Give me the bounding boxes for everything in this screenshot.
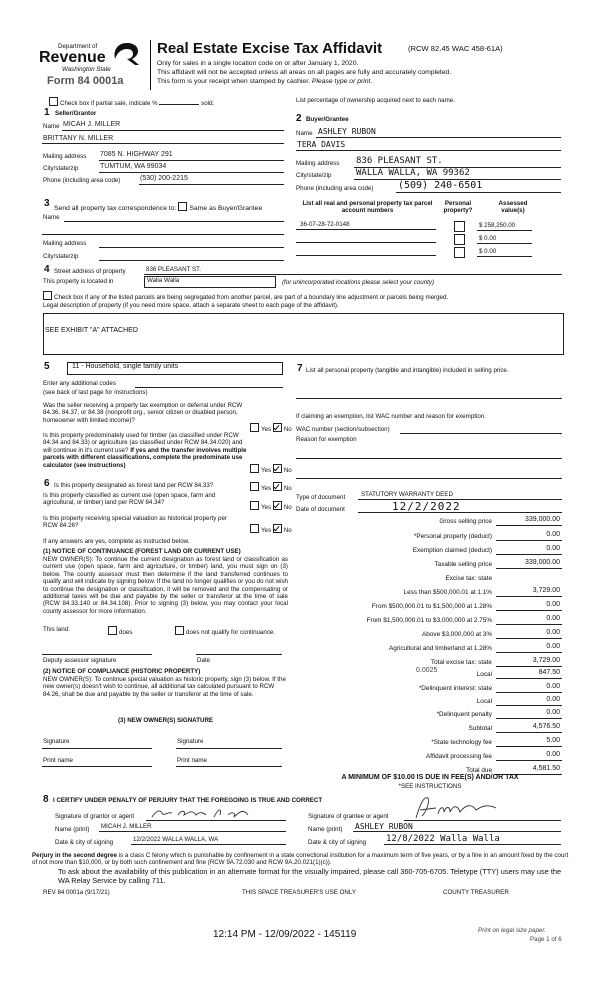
calc-label: Less than $500,000.01 at 1.1% bbox=[403, 589, 492, 596]
notice-2-text: NEW OWNER(S): To continue special valuation as historic property, sign (3) below. If the new owner(s) doesn't wish to continue, all additional tax calculated pursuant to RCW 84.26, shall be due and payable by the seller or transferor at the time of sale. bbox=[43, 676, 286, 698]
buyer-city[interactable]: WALLA WALLA, WA 99362 bbox=[356, 168, 470, 178]
header-line-1: Only for sales in a single location code on or after January 1, 2020. bbox=[157, 60, 359, 67]
section-3-number: 3 bbox=[44, 198, 50, 209]
calc-label: Total excise tax: state bbox=[430, 659, 492, 666]
assessed-col-header: Assessed value(s) bbox=[498, 200, 528, 215]
section-1-number: 1 bbox=[44, 107, 50, 118]
located-note: (for unincorporated locations please select your county) bbox=[282, 279, 435, 286]
calc-label: Local bbox=[476, 671, 492, 678]
calc-label: Exemption claimed (deduct) bbox=[412, 547, 492, 554]
section-7-number: 7 bbox=[297, 363, 303, 374]
corr-name-label: Name bbox=[43, 214, 60, 221]
partial-sale-checkbox[interactable] bbox=[49, 97, 58, 106]
page-number: Page 1 of 6 bbox=[530, 936, 562, 943]
seller-city[interactable]: TUMTUM, WA 99034 bbox=[100, 163, 167, 170]
notice-1-text: NEW OWNER(S): To continue the current designation as forest land or classification as current use (open space, farm and agriculture, or timber) land, you must sign on (3) below. The county assessor must then determine if the land transferred continues to qualify and will indicate by signing below. If the land no longer qualifies or you do not wish to continue the designation or classification, it will be removed and the compensating or additional taxes will be due and payable by the seller or transferor at the time of sale (RCW 84.33.140 or 84.34.108). Prior to signing (3) below, you may contact your local county assessor for more information. bbox=[43, 556, 288, 615]
ownership-note: List percentage of ownership acquired next to each name. bbox=[296, 97, 455, 104]
buyer-name-2[interactable]: TERA DAVIS bbox=[297, 140, 346, 149]
street-value[interactable]: 836 PLEASANT ST. bbox=[146, 266, 201, 273]
owner-print-label-1: Print name bbox=[43, 757, 73, 764]
seller-heading: Seller/Grantor bbox=[55, 110, 97, 117]
current-use-question: Is this property classified as current use (open space, farm and agricultural, or timber) land per RCW 84.34? bbox=[43, 492, 216, 507]
section-5-number: 5 bbox=[44, 361, 50, 372]
calc-label: Local bbox=[476, 698, 492, 705]
calc-underline bbox=[496, 568, 562, 569]
exemption-yes-no: Yes No bbox=[250, 423, 292, 433]
same-as-buyer-checkbox[interactable] bbox=[178, 202, 187, 211]
grantor-date-value[interactable]: 12/2/2022 WALLA WALLA, WA bbox=[133, 836, 219, 843]
doc-type-label: Type of document bbox=[296, 494, 346, 501]
forest-yes-no: Yes No bbox=[250, 482, 292, 492]
timber-question: Is this property predominately used for timber (as classified under RCW 84.34 and 84.33) or agriculture (as classified under RCW 84.34.020) and will continue in it's current use? If yes and the transfer involves multiple parcels with different classifications, complete the predominate use calculator (see instructions) bbox=[43, 432, 247, 469]
reason-label: Reason for exemption bbox=[296, 436, 357, 443]
forest-no-checkbox[interactable] bbox=[273, 482, 282, 491]
calc-label: Agricultural and timberland at 1.28% bbox=[388, 645, 492, 652]
exemption-yes-checkbox[interactable] bbox=[250, 423, 259, 432]
historic-yes-no: Yes No bbox=[250, 524, 292, 534]
calc-value[interactable]: 3,729.00 bbox=[532, 657, 560, 664]
owner-print-label-2: Print name bbox=[177, 757, 207, 764]
seller-phone[interactable]: (530) 200-2215 bbox=[140, 175, 188, 182]
seller-mail-label: Mailing address bbox=[43, 153, 87, 160]
additional-codes-label: Enter any additional codes bbox=[43, 380, 116, 387]
calc-value[interactable]: 339,000.00 bbox=[524, 516, 560, 523]
county-treasurer-label: COUNTY TREASURER bbox=[443, 889, 509, 896]
calc-label: From $1,500,000.01 to $3,000,000 at 2.75% bbox=[366, 617, 492, 624]
buyer-mail[interactable]: 836 PLEASANT ST. bbox=[356, 156, 443, 166]
current-use-yes-checkbox[interactable] bbox=[250, 501, 259, 510]
legal-description-value: SEE EXHIBIT "A" ATTACHED bbox=[45, 327, 138, 334]
forest-question: Is this property designated as forest land per RCW 84.33? bbox=[54, 482, 214, 489]
calc-value[interactable]: 339,000.00 bbox=[524, 559, 560, 566]
personal-checkbox-2[interactable] bbox=[454, 234, 465, 245]
notice-2-title: (2) NOTICE OF COMPLIANCE (HISTORIC PROPERTY) bbox=[43, 668, 201, 675]
calc-value[interactable]: 0.00 bbox=[546, 531, 560, 538]
grantee-date-label: Date & city of signing bbox=[308, 839, 367, 846]
legal-description-label: Legal description of property (if you need more space, attach a separate sheet to each page of the affidavit). bbox=[43, 302, 339, 309]
treasurer-use-label: THIS SPACE TREASURER'S USE ONLY bbox=[242, 889, 356, 896]
doc-date-label: Date of document bbox=[296, 506, 345, 513]
owner-signature-label-2: Signature bbox=[177, 738, 204, 745]
calc-label: Subtotal bbox=[468, 725, 492, 732]
state-label: Washington State bbox=[62, 66, 111, 73]
historic-no-checkbox[interactable] bbox=[273, 524, 282, 533]
seller-name-1[interactable]: MICAH J. MILLER bbox=[63, 121, 121, 128]
calc-underline bbox=[496, 624, 562, 625]
buyer-mail-label: Mailing address bbox=[296, 160, 340, 167]
calc-label: *State technology fee bbox=[431, 739, 492, 746]
parcel-col-header: List all real and personal property tax parcel account numbers bbox=[302, 200, 433, 215]
grantor-name-label: Name (print) bbox=[55, 826, 90, 833]
calc-label: Excise tax: state bbox=[445, 575, 492, 582]
calc-underline bbox=[496, 732, 562, 733]
personal-property-text: List all personal property (tangible and intangible) included in selling price. bbox=[306, 367, 509, 374]
header-line-2: This affidavit will not be accepted unless all areas on all pages are fully and accurately completed. bbox=[157, 69, 452, 76]
historic-yes-checkbox[interactable] bbox=[250, 524, 259, 533]
parcel-number-1[interactable]: 36-07-28-72-0148 bbox=[300, 221, 350, 228]
calc-underline bbox=[496, 678, 562, 679]
header-divider bbox=[150, 40, 151, 90]
legal-paper-note: Print on legal size paper. bbox=[478, 927, 546, 934]
notice-3-title: (3) NEW OWNER(S) SIGNATURE bbox=[117, 717, 214, 724]
calc-value[interactable]: 0.00 bbox=[546, 629, 560, 636]
calc-underline bbox=[496, 652, 562, 653]
corr-city-label: City/state/zip bbox=[43, 253, 79, 260]
calc-value[interactable]: 0.00 bbox=[546, 696, 560, 703]
use-code-select[interactable]: 11 - Household, single family units bbox=[67, 362, 283, 375]
calc-value[interactable]: 0.00 bbox=[546, 545, 560, 552]
historic-question: Is this property receiving special valuation as historical property per RCW 84.26? bbox=[43, 515, 227, 530]
calc-underline bbox=[496, 638, 562, 639]
calc-label: From $500,000.01 to $1,500,000 at 1.28% bbox=[371, 603, 492, 610]
wac-label: WAC number (section/subsection) bbox=[296, 426, 390, 433]
timber-no-checkbox[interactable] bbox=[273, 464, 282, 473]
timber-yes-no: Yes No bbox=[250, 464, 292, 474]
department-label: Department of bbox=[58, 43, 98, 50]
doc-date-value[interactable]: 12/2/2022 bbox=[392, 500, 461, 513]
calc-underline bbox=[496, 666, 562, 667]
calc-underline bbox=[496, 540, 562, 541]
section-6-number: 6 bbox=[44, 478, 50, 489]
calc-underline bbox=[496, 596, 562, 597]
notice-1-title: (1) NOTICE OF CONTINUANCE (FOREST LAND OR CURRENT USE) bbox=[43, 548, 241, 555]
agency-name: Revenue bbox=[39, 49, 106, 66]
seller-city-label: City/state/zip bbox=[43, 165, 79, 172]
located-label: This property is located in bbox=[43, 278, 114, 285]
calc-underline bbox=[496, 610, 562, 611]
buyer-heading: Buyer/Grantee bbox=[306, 116, 349, 123]
calc-value[interactable]: 0.00 bbox=[546, 709, 560, 716]
calc-label: Above $3,000,000 at 3% bbox=[422, 631, 492, 638]
street-label: Street address of property bbox=[54, 268, 126, 275]
deputy-signature-label: Deputy assessor signature bbox=[43, 657, 117, 664]
calc-underline bbox=[496, 760, 562, 761]
legal-description-box[interactable] bbox=[43, 313, 564, 355]
grantor-signature-label: Signature of grantor or agent bbox=[55, 813, 135, 820]
grantor-name-value[interactable]: MICAH J. MILLER bbox=[101, 823, 152, 830]
seller-name-2[interactable]: BRITTANY N. MILLER bbox=[43, 135, 114, 142]
current-use-yes-no: Yes No bbox=[250, 501, 292, 511]
seller-phone-label: Phone (including area code) bbox=[43, 177, 121, 184]
assessed-value-1[interactable]: $ 258,250.00 bbox=[479, 222, 516, 229]
header-line-3: This form is your receipt when stamped by cashier. Please type or print. bbox=[157, 78, 373, 85]
section-4-number: 4 bbox=[44, 264, 50, 275]
calc-value[interactable]: 0.00 bbox=[546, 751, 560, 758]
calc-value[interactable]: 0.00 bbox=[546, 601, 560, 608]
calc-underline bbox=[496, 746, 562, 747]
grantor-date-label: Date & city of signing bbox=[55, 839, 114, 846]
calc-value[interactable]: 5.00 bbox=[546, 737, 560, 744]
calc-value[interactable]: 0.00 bbox=[546, 615, 560, 622]
tax-correspondence-row: Send all property tax correspondence to: Same as Buyer/Grantee bbox=[54, 202, 262, 212]
calc-label: Affidavit processing fee bbox=[426, 753, 492, 760]
form-number: Form 84 0001a bbox=[47, 75, 124, 87]
assessed-value-3[interactable]: $ 0.00 bbox=[479, 248, 497, 255]
located-select[interactable]: Walla Walla bbox=[144, 276, 276, 288]
buyer-name-label: Name bbox=[296, 130, 313, 137]
calc-label: Total due bbox=[466, 767, 492, 774]
does-checkbox[interactable] bbox=[108, 626, 117, 635]
see-instructions-note: *SEE INSTRUCTIONS bbox=[398, 783, 462, 790]
buyer-phone-label: Phone (including area code) bbox=[296, 185, 374, 192]
this-land-label: This land: bbox=[43, 626, 70, 633]
alternate-format-note: To ask about the availability of this publication in an alternate format for the visually impaired, please call 360-705-6705. Teletype (TTY) users may use the WA Relay Service by calling 711. bbox=[58, 867, 562, 885]
exemption-question: Was the seller receiving a property tax exemption or deferral under RCW 84.36, 84.37, or 84.38 (nonprofit org., senior citizen or disabled person, homeowner with limited income)? bbox=[43, 402, 243, 424]
calc-label: *Delinquent interest: state bbox=[418, 685, 492, 692]
does-row: does bbox=[108, 626, 132, 636]
does-not-row: does not qualify for continuance. bbox=[175, 626, 275, 636]
partial-sale-row: Check box if partial sale, indicate % sold. bbox=[49, 97, 214, 107]
exemption-instructions: If claiming an exemption, list WAC number and reason for exemption. bbox=[296, 413, 486, 420]
personal-checkbox-1[interactable] bbox=[454, 221, 465, 232]
section-8-number: 8 bbox=[43, 794, 49, 805]
grantee-signature-icon bbox=[410, 794, 510, 822]
does-not-checkbox[interactable] bbox=[175, 626, 184, 635]
statute-label: (RCW 82.45 WAC 458-61A) bbox=[408, 44, 503, 53]
calc-underline bbox=[496, 554, 562, 555]
grantee-signature-label: Signature of grantee or agent bbox=[308, 813, 389, 820]
revenue-logo-icon bbox=[111, 41, 143, 67]
seller-mail[interactable]: 7085 N. HIGHWAY 291 bbox=[100, 151, 173, 158]
corr-mail-label: Mailing address bbox=[43, 240, 87, 247]
section-2-number: 2 bbox=[296, 113, 302, 124]
calc-value[interactable]: 847.50 bbox=[538, 669, 560, 676]
current-use-no-checkbox[interactable] bbox=[273, 501, 282, 510]
doc-type-value[interactable]: STATUTORY WARRANTY DEED bbox=[361, 491, 453, 498]
certify-text: I CERTIFY UNDER PENALTY OF PERJURY THAT THE FOREGOING IS TRUE AND CORRECT bbox=[53, 797, 323, 804]
forest-yes-checkbox[interactable] bbox=[250, 482, 259, 491]
revision-label: REV 84 0001a (9/17/21) bbox=[43, 889, 110, 896]
cashier-stamp: 12:14 PM - 12/09/2022 - 145119 bbox=[213, 929, 357, 940]
timber-yes-checkbox[interactable] bbox=[250, 464, 259, 473]
calc-underline bbox=[496, 705, 562, 706]
calc-value[interactable]: 0.00 bbox=[546, 683, 560, 690]
calc-underline bbox=[496, 525, 562, 526]
calc-label: *Delinquent penalty bbox=[436, 711, 492, 718]
exemption-no-checkbox[interactable] bbox=[273, 423, 282, 432]
grantee-name-label: Name (print) bbox=[308, 826, 343, 833]
personal-col-header: Personal property? bbox=[443, 200, 473, 215]
page-title: Real Estate Excise Tax Affidavit bbox=[157, 40, 383, 57]
minimum-due-note: A MINIMUM OF $10.00 IS DUE IN FEE(S) AND/OR TAX bbox=[341, 774, 519, 781]
grantee-name-value[interactable]: ASHLEY RUBON bbox=[355, 822, 413, 831]
calc-value[interactable]: 4,576.50 bbox=[532, 723, 560, 730]
personal-checkbox-3[interactable] bbox=[454, 247, 465, 258]
if-yes-note: If any answers are yes, complete as instructed below. bbox=[43, 538, 190, 545]
deputy-date-label: Date bbox=[197, 657, 211, 664]
calc-label: Taxable selling price bbox=[434, 561, 492, 568]
local-rate: 0.0025 bbox=[416, 667, 438, 674]
segregated-row: Check box if any of the listed parcels are being segregated from another parcel, are part of a boundary line adjustment or parcels being merged. bbox=[43, 291, 448, 301]
assessed-value-2[interactable]: $ 0.00 bbox=[479, 235, 497, 242]
grantee-date-value[interactable]: 12/8/2022 Walla Walla bbox=[386, 834, 500, 844]
seller-name-label: Name bbox=[43, 123, 60, 130]
calc-value[interactable]: 0.00 bbox=[546, 643, 560, 650]
buyer-name-1[interactable]: ASHLEY RUBON bbox=[318, 127, 376, 136]
see-back-note: (see back of last page for instructions) bbox=[43, 389, 148, 396]
buyer-city-label: City/state/zip bbox=[296, 172, 332, 179]
calc-underline bbox=[496, 692, 562, 693]
calc-label: Gross selling price bbox=[439, 518, 492, 525]
calc-underline bbox=[496, 718, 562, 719]
calc-label: *Personal property (deduct) bbox=[413, 533, 492, 540]
calc-value[interactable]: 3,729.00 bbox=[532, 587, 560, 594]
perjury-notice: Perjury in the second degree is a class C felony which is punishable by confinement in a state correctional institution for a maximum term of five years, or by a fine in an amount fixed by the court of not more than $10,000, or by both such confinement and fine (RCW 9A.72.030 and RCW 9A.20.021(1)(c)). bbox=[32, 852, 569, 867]
segregated-checkbox[interactable] bbox=[43, 291, 52, 300]
grantor-signature-icon bbox=[148, 803, 268, 823]
calc-value[interactable]: 4,581.50 bbox=[532, 765, 560, 772]
owner-signature-label-1: Signature bbox=[43, 738, 70, 745]
buyer-phone[interactable]: (509) 240-6501 bbox=[398, 180, 483, 191]
